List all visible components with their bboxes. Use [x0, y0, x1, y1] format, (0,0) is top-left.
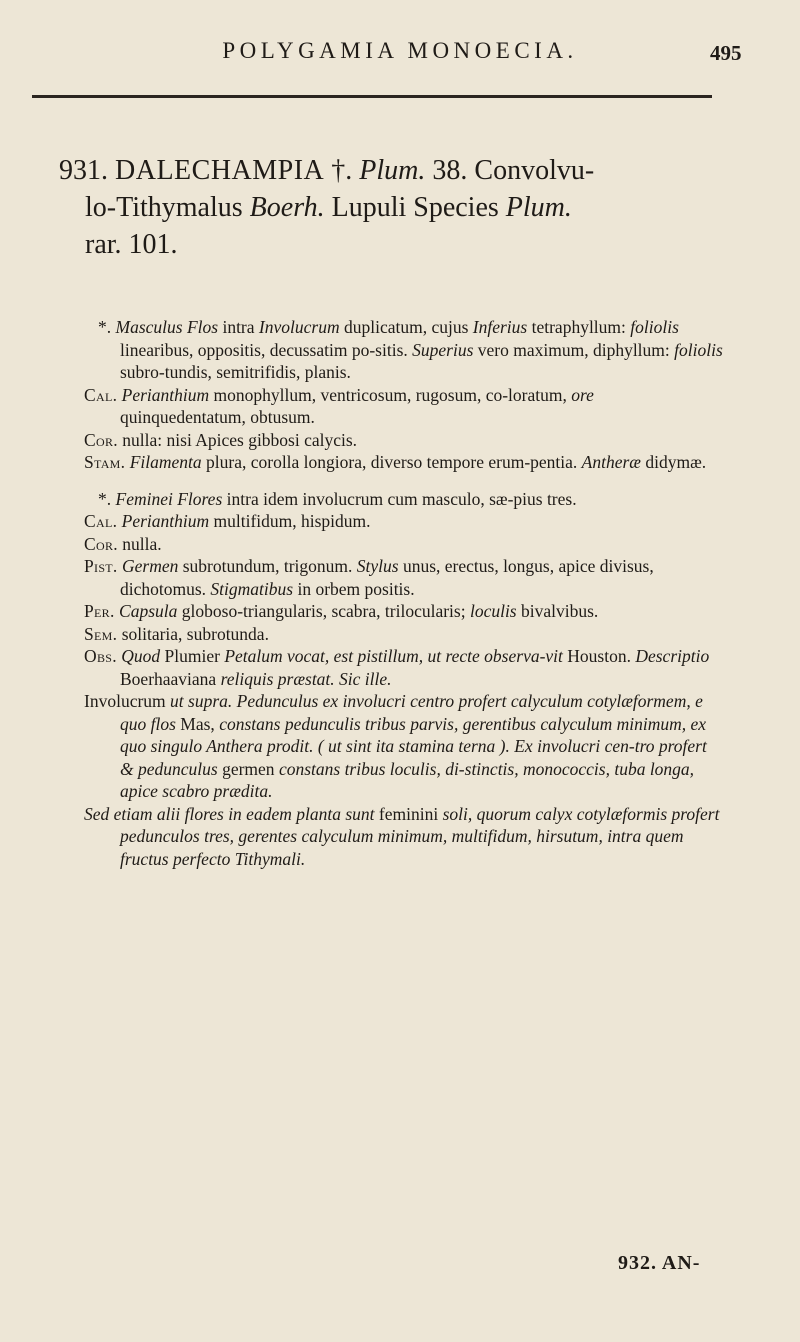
text: plura, corolla longiora, diverso tempore erum-pentia. — [201, 452, 582, 472]
female-corolla — [84, 533, 724, 556]
text: Boerhaaviana — [120, 668, 221, 689]
text: nulla: nisi Apices gibbosi calycis. — [117, 429, 358, 450]
text: Plumier — [160, 646, 225, 666]
text: germen — [217, 758, 279, 779]
section-label: Pist. — [84, 556, 118, 576]
dagger-mark: †. — [331, 155, 353, 186]
page-number: 495 — [710, 41, 742, 65]
term: Descriptio — [635, 646, 710, 666]
term: Involucrum — [258, 317, 340, 337]
text: didymæ. — [640, 452, 707, 472]
term: Stylus — [356, 556, 399, 576]
female-pistil — [84, 555, 724, 600]
running-head: POLYGAMIA MONOECIA. — [222, 38, 578, 63]
term: ut supra. Pedunculus ex involucri centro profert calyculum cotylæformem, e quo flos — [120, 691, 703, 734]
synonym-name-2: Lupuli Species — [331, 192, 499, 223]
heading-line-1 — [59, 152, 759, 189]
text: intra idem involucrum cum masculo, sæ-pius tres. — [222, 488, 577, 509]
section-label: Stam. — [84, 452, 126, 472]
asterisk-marker: *. — [98, 488, 112, 509]
heading-line-3: rar. 101. — [85, 229, 178, 260]
section-label: Obs. — [84, 646, 117, 666]
section-label: Cor. — [84, 429, 118, 450]
text: globoso-triangularis, scabra, trilocularis; — [177, 601, 470, 621]
genus-name: DALECHAMPIA — [115, 155, 325, 186]
term: Quod — [121, 646, 161, 666]
text: subrotundum, trigonum. — [178, 556, 357, 576]
male-calyx — [84, 384, 724, 429]
term: Capsula — [119, 601, 178, 621]
text: quinquedentatum, obtusum. — [120, 407, 315, 427]
heading-line-1-tail: 38. Convolvu- — [432, 155, 595, 186]
term: constans pedunculis tribus parvis, gerentibus calyculum minimum, ex quo singulo Anthera prodit. ( ut sint ita stamina terna ). Ex involucri cen-tro profert & pedunculus — [120, 713, 707, 779]
term: reliquis præstat. Sic ille. — [220, 668, 392, 689]
term: ore — [571, 384, 594, 405]
observation-female-flowers — [84, 803, 724, 871]
section-label: Cor. — [84, 533, 118, 554]
reference-boerhaave: Boerh. — [249, 192, 325, 223]
asterisk-marker: *. — [98, 317, 112, 337]
term: Masculus Flos — [115, 317, 219, 337]
text: monophyllum, ventricosum, rugosum, co-loratum, — [209, 384, 572, 405]
female-seeds — [84, 623, 724, 646]
term: loculis — [469, 601, 517, 621]
text: linearibus, oppositis, decussatim po-sitis. — [120, 339, 413, 360]
article-heading — [59, 152, 759, 263]
text: duplicatum, cujus — [339, 317, 473, 337]
description-text — [84, 316, 724, 870]
term: Feminei Flores — [115, 488, 223, 509]
term: Filamenta — [129, 452, 202, 472]
female-calyx — [84, 510, 724, 533]
text: tetraphyllum: — [527, 317, 631, 337]
female-pericarp — [84, 600, 724, 623]
synonym-name: lo-Tithymalus — [85, 192, 243, 223]
female-flower-paragraph — [84, 488, 724, 511]
text: solitaria, subrotunda. — [117, 623, 269, 644]
text: vero maximum, diphyllum: — [473, 339, 675, 360]
term: constans tribus loculis, di-stinctis, monococcis, tuba longa, apice scabro prædita. — [120, 758, 695, 801]
term: Perianthium — [121, 384, 210, 405]
term: Inferius — [472, 317, 528, 337]
text: bivalvibus. — [516, 601, 599, 621]
section-label: Sem. — [84, 623, 118, 644]
male-stamens — [84, 451, 724, 474]
text: Mas, — [175, 713, 220, 734]
section-label: Cal. — [84, 384, 118, 405]
term: soli, quorum calyx cotylæformis profert pedunculos tres, gerentes calyculum minimum, multifidum, hirsutum, intra quem fructus perfecto Tithymali. — [120, 803, 720, 869]
catchword: 932. AN- — [618, 1252, 701, 1274]
reference-plumier: Plum. — [359, 155, 426, 186]
article-number: 931. — [59, 155, 108, 186]
term: Germen — [121, 556, 179, 576]
text: Involucrum — [84, 691, 171, 711]
male-flower-paragraph — [84, 316, 724, 384]
text: in orbem positis. — [293, 578, 415, 599]
observation — [84, 645, 724, 690]
text: unus, erectus, longus, apice divisus, dichotomus. — [120, 556, 654, 599]
section-label: Per. — [84, 601, 115, 621]
term: Petalum vocat, est pistillum, ut recte observa-vit — [224, 646, 563, 666]
section-label: Cal. — [84, 511, 118, 531]
term: Sed etiam alii flores in eadem planta sunt — [84, 803, 375, 824]
reference-plumier-2: Plum. — [505, 192, 572, 223]
term: foliolis — [630, 317, 679, 337]
text: subro-tundis, semitrifidis, planis. — [120, 362, 351, 382]
text: feminini — [374, 803, 443, 824]
term: foliolis — [674, 339, 723, 360]
text: multifidum, hispidum. — [209, 511, 371, 531]
text: intra — [218, 317, 259, 337]
observation-involucrum — [84, 690, 724, 803]
header-rule — [32, 95, 712, 98]
term: Antheræ — [581, 452, 641, 472]
text: Houston. — [562, 646, 636, 666]
term: Superius — [412, 339, 474, 360]
term: Perianthium — [121, 511, 210, 531]
term: Stigmatibus — [210, 578, 294, 599]
text: nulla. — [117, 533, 162, 554]
male-corolla — [84, 429, 724, 452]
heading-line-2 — [59, 189, 759, 226]
